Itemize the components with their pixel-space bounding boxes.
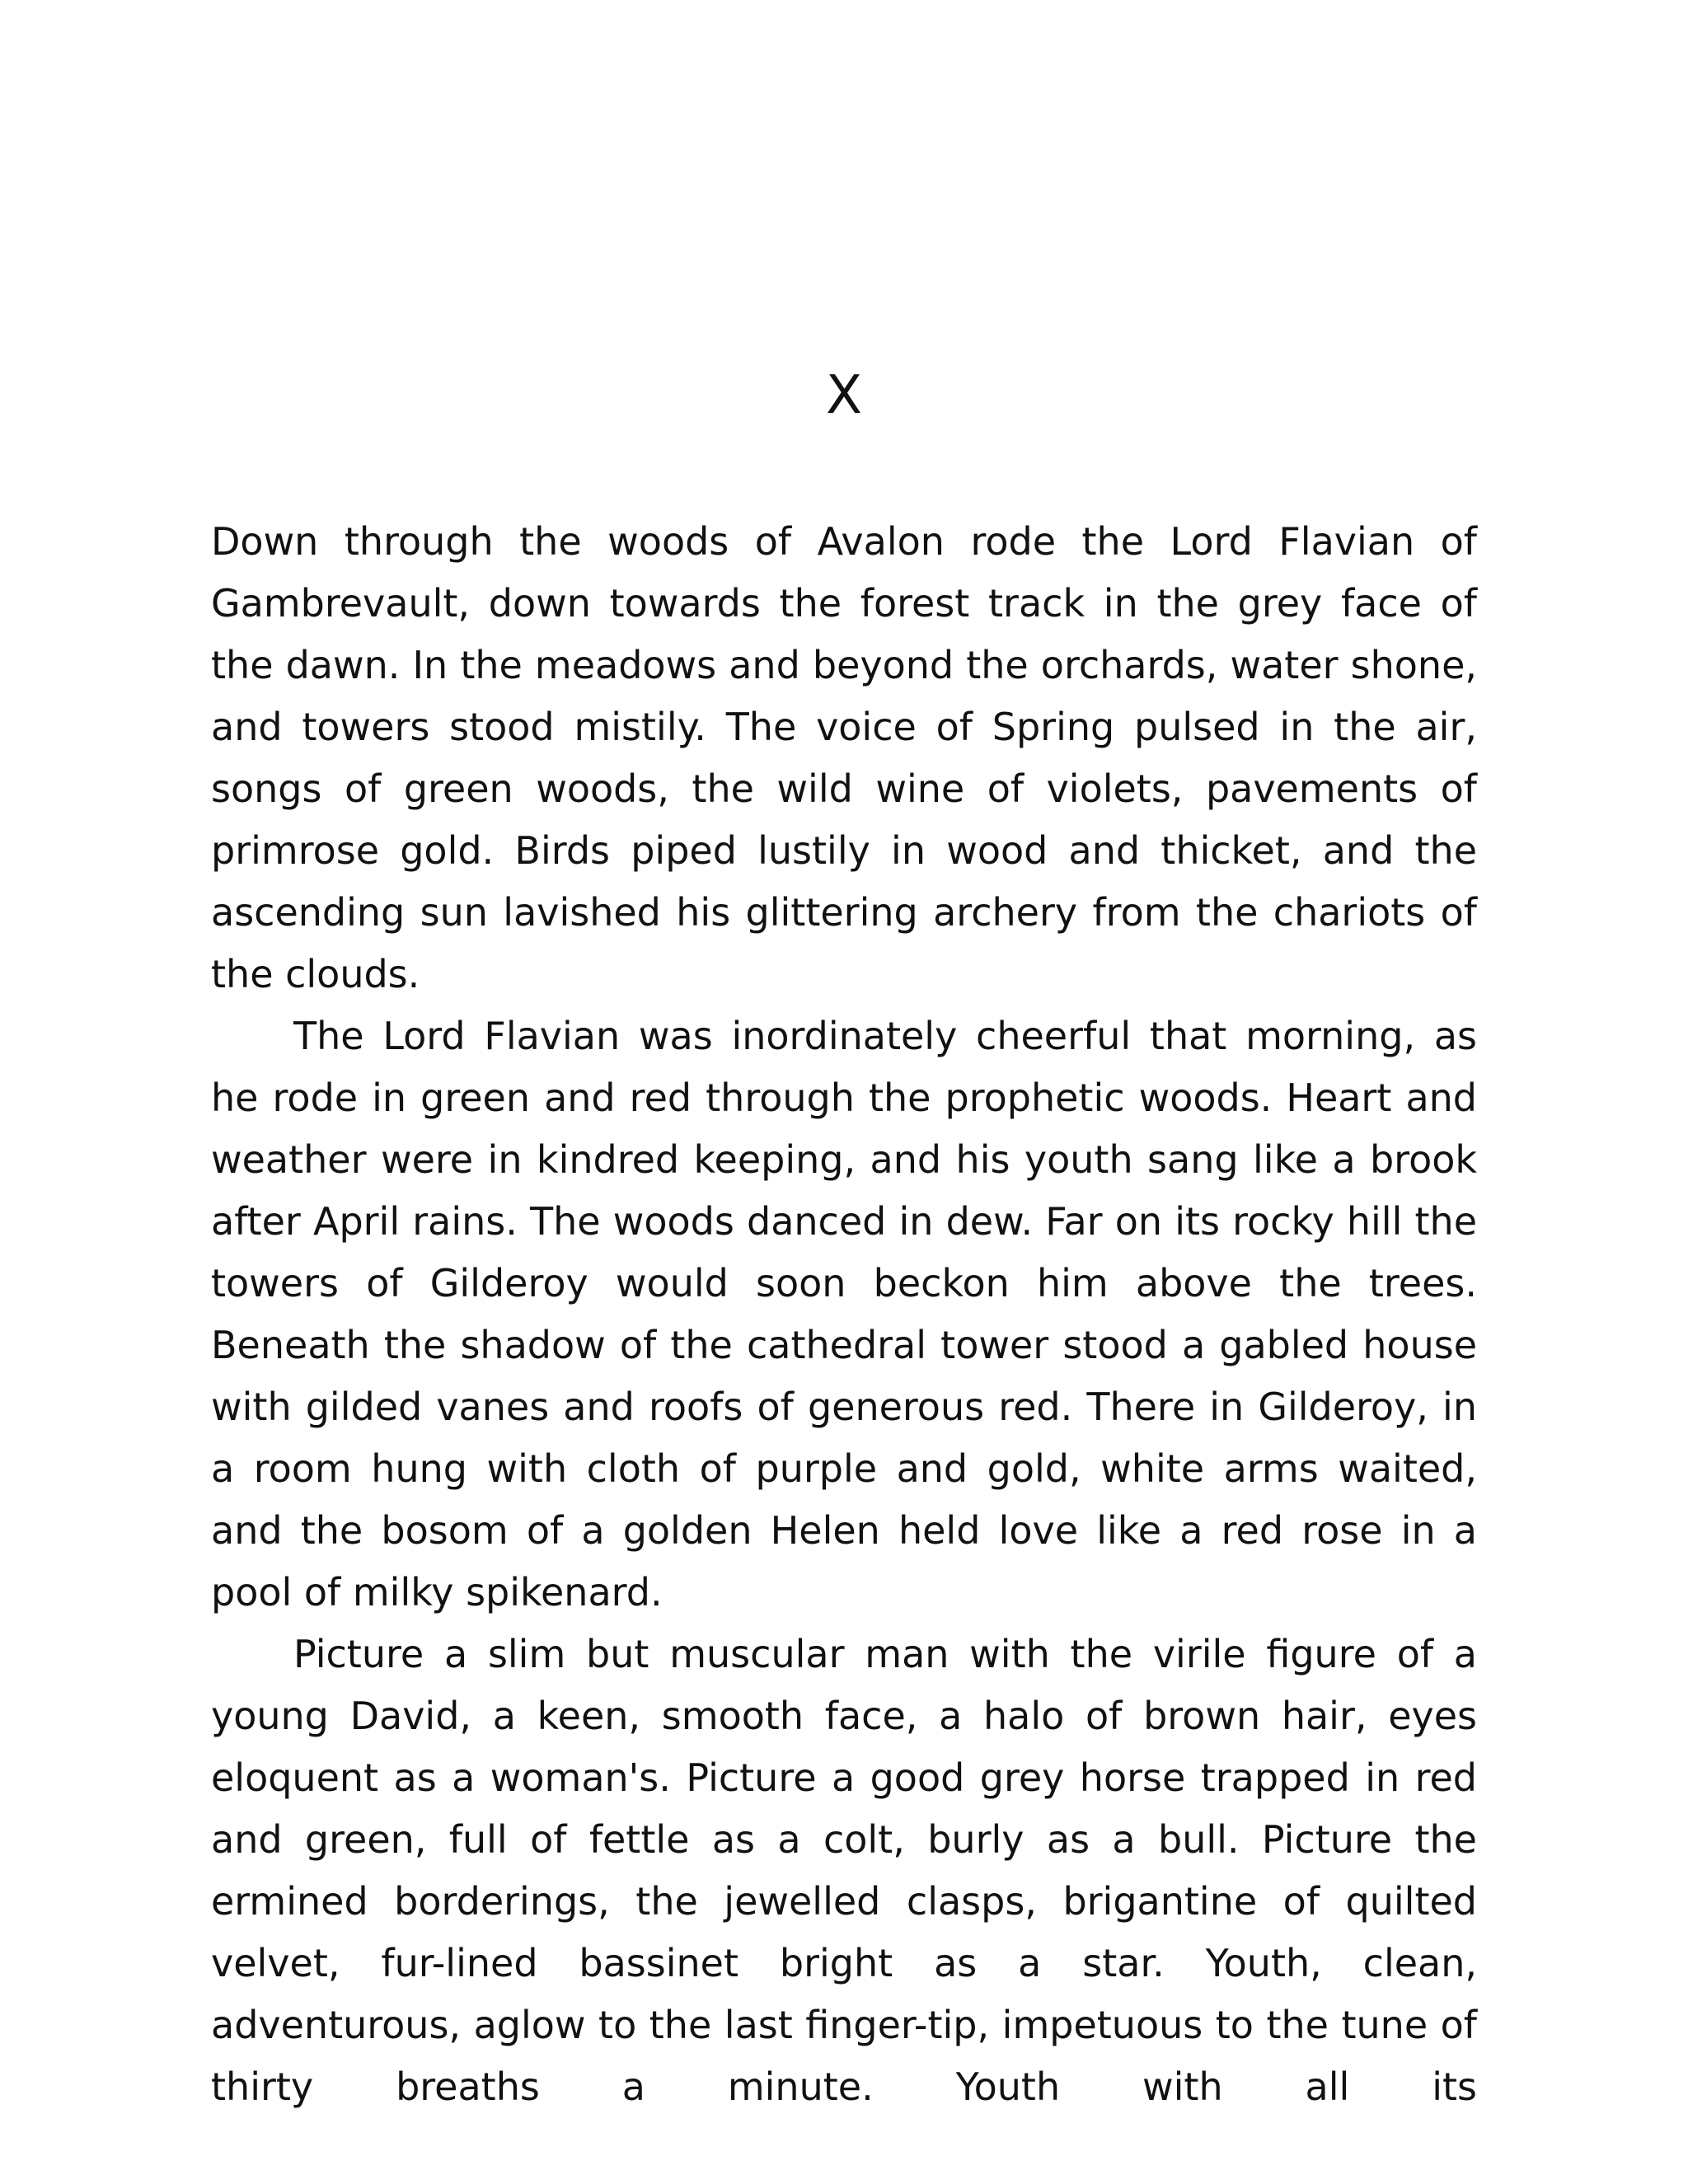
paragraph-2: The Lord Flavian was inordinately cheerful that morning, as he rode in green and red through the prophetic woods. Heart and weather were in kindred keeping, and his youth sang like a brook after April rains. The woods danced in dew. Far on its rocky hill the towers of Gilderoy would soon beckon him above the trees. Beneath the shadow of the cathedral tower stood a gabled house with gilded vanes and roofs of generous red. There in Gilderoy, in a room hung with cloth of purple and gold, white arms waited, and the bosom of a golden Helen held love like a red rose in a pool of milky spikenard. [211, 1014, 1477, 1615]
paragraph-3: Picture a slim but muscular man with the virile figure of a young David, a keen, smooth face, a halo of brown hair, eyes eloquent as a woman's. Picture a good grey horse trapped in red and green, full of fettle as a colt, burly as a bull. Picture the ermined borderings, the jewelled clasps, brigantine of quilted velvet, fur-lined bassinet bright as a star. Youth, clean, adventurous, aglow to the last finger-tip, impetuous to the tune of thirty breaths a minute. Youth with all its [211, 1632, 1477, 2109]
chapter-body [211, 511, 1477, 2118]
paragraph-1: Down through the woods of Avalon rode the Lord Flavian of Gambrevault, down towards the forest track in the grey face of the dawn. In the meadows and beyond the orchards, water shone, and towers stood mistily. The voice of Spring pulsed in the air, songs of green woods, the wild wine of violets, pavements of primrose gold. Birds piped lustily in wood and thicket, and the ascending sun lavished his glittering archery from the chariots of the clouds. [211, 519, 1477, 996]
chapter-number: X [826, 365, 862, 426]
